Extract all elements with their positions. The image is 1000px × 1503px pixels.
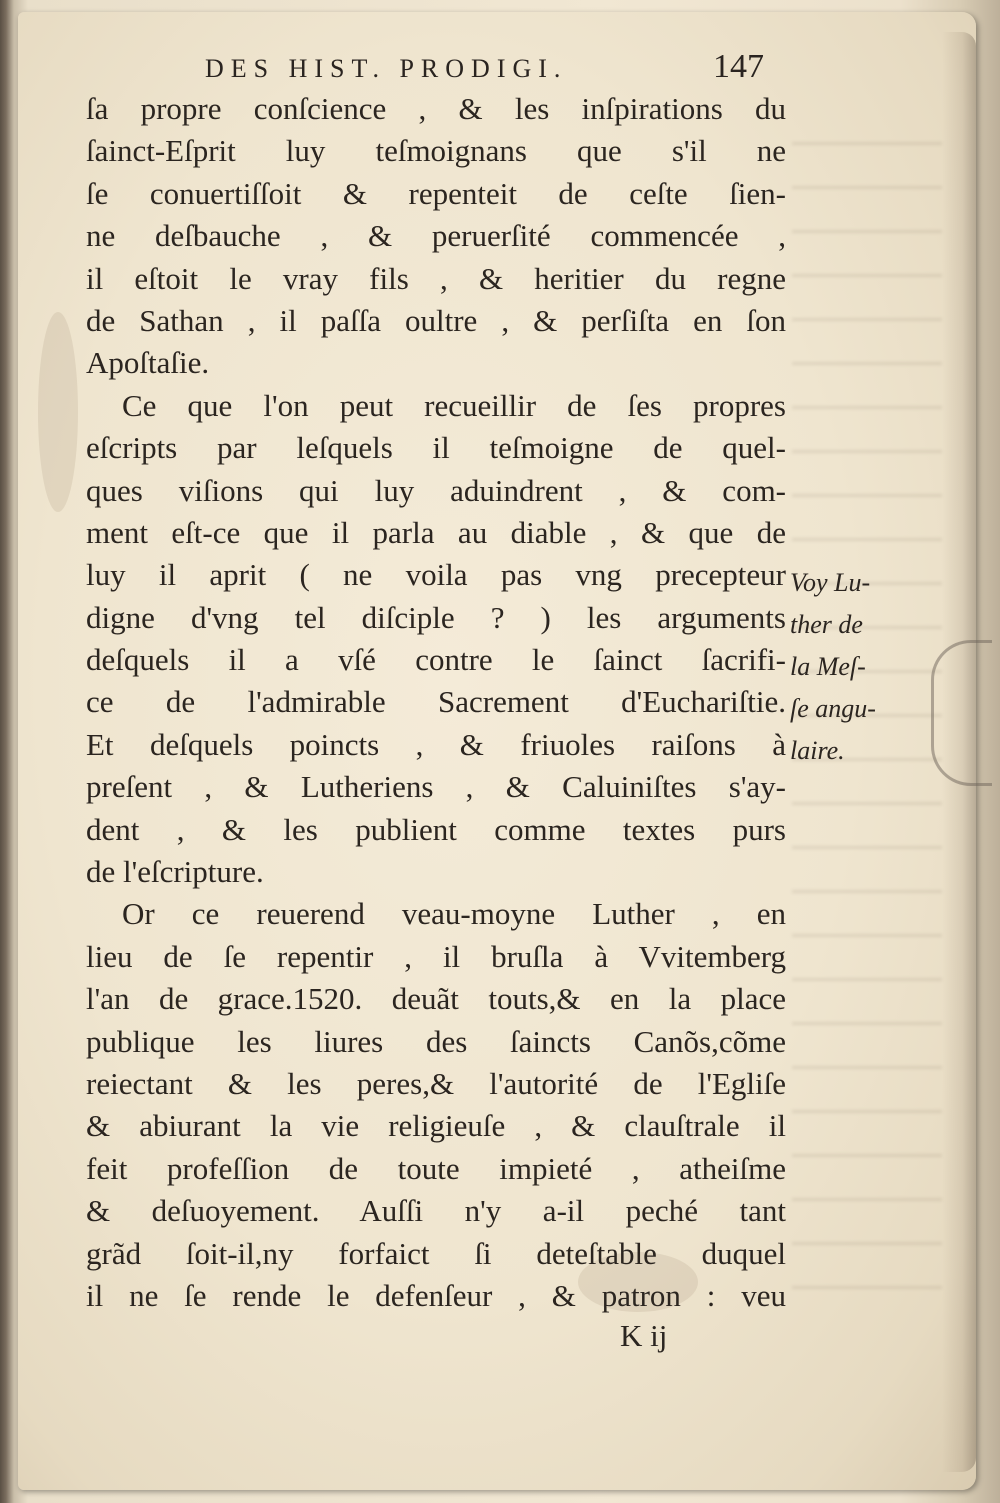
marginal-note <box>790 562 930 772</box>
text-line: Et deſquels poincts , & friuoles raiſons à <box>86 726 786 762</box>
text-line: dent , & les publient comme textes purs <box>86 811 786 847</box>
marginal-note-line: ſe angu- <box>790 694 876 723</box>
text-line: ſa propre conſcience , & les inſpirations du <box>86 91 786 126</box>
marginal-note-line: Voy Lu- <box>790 568 871 597</box>
signature-mark: K ij <box>620 1318 668 1353</box>
text-line: reiectant & les peres,& l'autorité de l'Egliſe <box>86 1065 786 1101</box>
paper-stain <box>38 312 78 512</box>
text-line: ment eſt-ce que il parla au diable , & que de <box>86 514 786 550</box>
running-head: DES HIST. PRODIGI. <box>205 54 568 83</box>
text-line: publique les liures des ſaincts Canõs,cõme <box>86 1023 786 1059</box>
page-number: 147 <box>713 48 764 85</box>
text-line: grãd ſoit-il,ny forfaict ſi deteſtable duquel <box>86 1235 786 1271</box>
text-line: digne d'vng tel diſciple ? ) les arguments <box>86 599 786 635</box>
text-line: deſquels il a vſé contre le ſainct ſacrifi- <box>86 642 786 678</box>
text-line: l'an de grace.1520. deuãt touts,& en la place <box>86 981 786 1017</box>
page-clip <box>931 640 992 786</box>
text-line: feit profeſſion de toute impieté , atheiſme <box>86 1150 786 1186</box>
text-line: eſcripts par leſquels il teſmoigne de quel- <box>86 430 786 466</box>
text-line: Or ce reuerend veau-moyne Luther , en <box>122 896 786 932</box>
text-line: ne deſbauche , & peruerſité commencée , <box>86 218 786 254</box>
text-line: il ne ſe rende le defenſeur , & patron : veu <box>86 1277 786 1313</box>
marginal-note-line: la Meſ- <box>790 652 866 681</box>
marginal-note-line: laire. <box>790 736 845 765</box>
text-line: de Sathan , il paſſa oultre , & perſiſta en ſon <box>86 302 786 338</box>
text-line: Apoſtaſie. <box>86 345 210 381</box>
body-text <box>86 88 786 1317</box>
text-line: preſent , & Lutheriens , & Caluiniſtes s'ay- <box>86 769 786 805</box>
text-line: ſainct-Eſprit luy teſmoignans que s'il ne <box>86 133 786 169</box>
marginal-note-line: ther de <box>790 610 863 639</box>
text-line: ce de l'admirable Sacrement d'Euchariſtie. <box>86 684 786 720</box>
text-line: Ce que l'on peut recueillir de ſes propres <box>122 387 786 423</box>
text-line: luy il aprit ( ne voila pas vng precepteur <box>86 557 786 593</box>
text-line: ques viſions qui luy aduindrent , & com- <box>86 472 786 508</box>
text-line: de l'eſcripture. <box>86 854 264 890</box>
text-line: & abiurant la vie religieuſe , & clauſtrale il <box>86 1108 786 1144</box>
text-line: ſe conuertiſſoit & repenteit de ceſte ſien- <box>86 175 786 211</box>
text-line: lieu de ſe repentir , il bruſla à Vvitemberg <box>86 938 786 974</box>
text-line: il eſtoit le vray fils , & heritier du regne <box>86 260 786 296</box>
text-line: & deſuoyement. Auſſi n'y a-il peché tant <box>86 1193 786 1229</box>
